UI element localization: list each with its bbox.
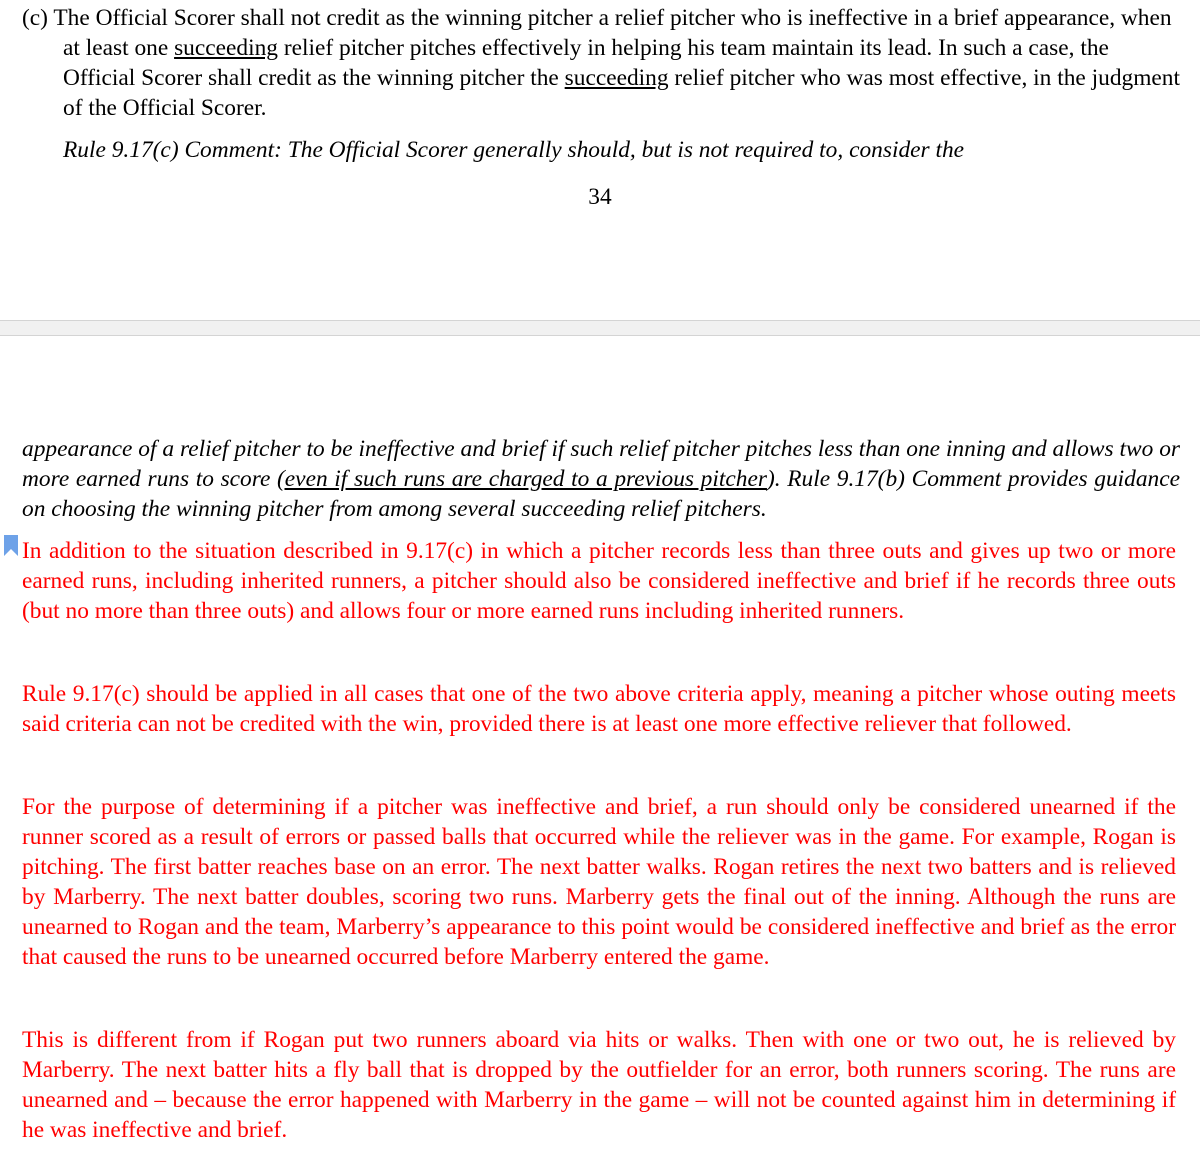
rule-comment-start: Rule 9.17(c) Comment: The Official Scorer generally should, but is not required to, consider the — [63, 137, 965, 163]
rule-text-part3: relief pitcher who was most effective, in the judgment of the Official Scorer. — [63, 65, 1180, 121]
rule-underlined-word-2: succeeding — [564, 65, 669, 91]
rule-9-17-c-paragraph — [22, 3, 1182, 123]
rule-hanging-indent — [22, 3, 1182, 123]
comment-text-part2: ). Rule 9.17(b) Comment provides guidance on choosing the winning pitcher from among several succeeding relief pitchers. — [22, 466, 1180, 522]
rule-text-part1: The Official Scorer shall not credit as the winning pitcher a relief pitcher who is ineffective in a brief appearance, when at least one — [53, 5, 1172, 61]
comment-underlined-text: (even if such runs are charged to a previous pitcher — [277, 466, 767, 492]
guidance-paragraph: Rule 9.17(c) should be applied in all cases that one of the two above criteria apply, meaning a pitcher whose outing meets said criteria can not be credited with the win, provided there is at least one more effective reliever that followed. — [22, 681, 1176, 737]
guidance-paragraph: This is different from if Rogan put two runners aboard via hits or walks. Then with one or two out, he is relieved by Marberry. The next batter hits a fly ball that is dropped by the outfielder for an error, both runners scoring. The runs are unearned and – because the error happened with Marberry in the game – will not be counted against him in determining if he was ineffective and brief. — [22, 1027, 1176, 1143]
rule-comment-continued — [22, 434, 1180, 524]
rule-underlined-word-1: succeeding — [174, 35, 278, 61]
comment-text-part1: appearance of a relief pitcher to be ineffective and brief if such relief pitcher pitches less than one inning and allows two or more earned runs to score — [22, 436, 1180, 492]
page-number: 34 — [588, 184, 612, 210]
guidance-paragraph: For the purpose of determining if a pitcher was ineffective and brief, a run should only be considered unearned if the runner scored as a result of errors or passed balls that occurred while the reliever was in the game. For example, Rogan is pitching. The first batter reaches base on an error. The next batter walks. Rogan retires the next two batters and is relieved by Marberry. The next batter doubles, scoring two runs. Marberry gets the final out of the inning. Although the runs are unearned to Rogan and the team, Marberry’s appearance to this point would be considered ineffective and brief as the error that caused the runs to be unearned occurred before Marberry entered the game. — [22, 794, 1176, 970]
document-page-lower — [0, 336, 1200, 1160]
rule-text-part2: relief pitcher pitches effectively in helping his team maintain its lead. In such a case, the Official Scorer shall credit as the winning pitcher the — [63, 35, 1109, 91]
page-separator — [0, 320, 1200, 336]
bookmark-icon[interactable] — [3, 535, 19, 557]
guidance-paragraph: In addition to the situation described in 9.17(c) in which a pitcher records less than three outs and gives up two or more earned runs, including inherited runners, a pitcher should also be considered ineffective and brief if he records three outs (but no more than three outs) and allows four or more earned runs including inherited runners. — [22, 538, 1176, 624]
document-page-upper — [0, 0, 1200, 320]
rule-label: (c) — [22, 5, 54, 31]
